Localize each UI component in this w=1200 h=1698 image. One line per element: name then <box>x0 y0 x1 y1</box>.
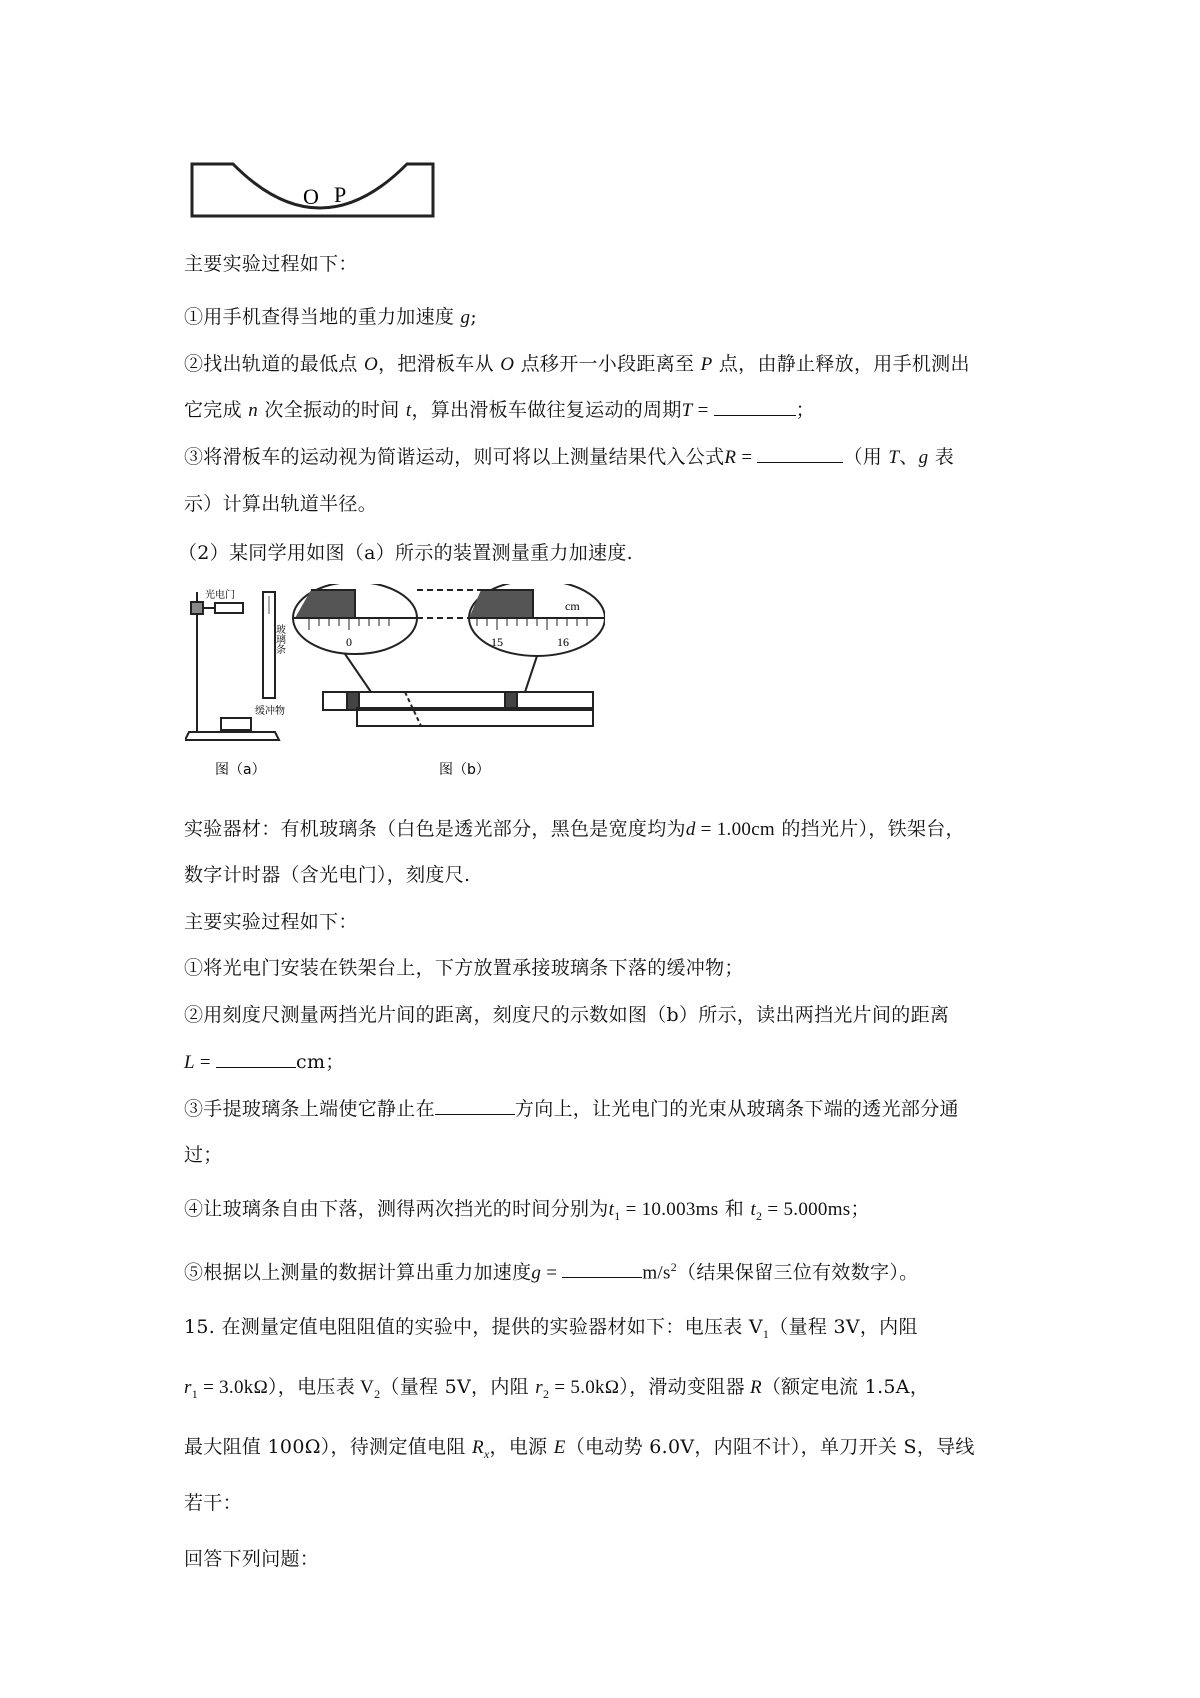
sub-1: 1 <box>191 1386 199 1401</box>
text: 最大阻值 100Ω），待测定值电阻 <box>184 1436 472 1458</box>
text: cm； <box>296 1051 345 1073</box>
figure-a <box>185 592 279 740</box>
text: ，电源 <box>489 1436 554 1458</box>
text: ③手提玻璃条上端使它静止在 <box>184 1098 435 1120</box>
sub-1: 1 <box>762 1326 770 1341</box>
text: ⑤根据以上测量的数据计算出重力加速度 <box>184 1261 532 1284</box>
section2-step2-line1: ②用刻度尺测量两挡光片间的距离，刻度尺的示数如图（b）所示，读出两挡光片间的距离 <box>184 1004 950 1026</box>
ruler-ticks-left <box>309 618 389 630</box>
text: 它完成 <box>184 399 249 421</box>
part2-intro: （2）某同学用如图（a）所示的装置测量重力加速度. <box>178 542 633 564</box>
text: 次全振动的时间 <box>258 399 406 421</box>
text: 的挡光片），铁架台， <box>775 818 965 840</box>
value-t2: = 5.000ms <box>762 1199 851 1220</box>
text: （额定电流 1.5A， <box>761 1376 930 1398</box>
text: （电动势 6.0V，内阻不计），单刀开关 S，导线 <box>565 1436 975 1458</box>
text: ，算出滑板车做往复运动的周期 <box>411 399 682 421</box>
var-t1: t <box>608 1199 615 1220</box>
text: ； <box>850 1198 870 1220</box>
sub-2: 2 <box>374 1386 381 1401</box>
answer-blank-gravity <box>562 1259 642 1278</box>
var-o: O <box>500 354 515 375</box>
text: ； <box>795 399 815 421</box>
section2-step3-line1 <box>184 1096 959 1122</box>
text: ③将滑板车的运动视为简谐运动，则可将以上测量结果代入公式 <box>184 446 725 468</box>
value-t1: = 10.003ms <box>620 1199 719 1220</box>
var-L: L <box>184 1052 195 1073</box>
text: ，把滑板车从 <box>378 353 501 375</box>
answer-blank-radius <box>757 444 843 463</box>
sup-2: 2 <box>670 1260 678 1274</box>
section2-heading: 主要实验过程如下： <box>184 911 358 933</box>
section2-step5 <box>184 1254 918 1286</box>
var-t2: t <box>750 1199 757 1220</box>
text: ①用手机查得当地的重力加速度 <box>184 306 461 328</box>
section1-step2-line2 <box>184 397 815 424</box>
q15-line4: 若干： <box>184 1492 242 1514</box>
section2-step3-line2: 过； <box>184 1144 223 1166</box>
figure-b <box>293 584 605 726</box>
var-Rx: R <box>472 1437 484 1458</box>
text: 点，由静止释放，用手机测出 <box>712 353 970 375</box>
materials-line2: 数字计时器（含光电门），刻度尺. <box>184 864 471 886</box>
text: 实验器材：有机玻璃条（白色是透光部分，黑色是宽度均为 <box>184 818 686 840</box>
section2-step4 <box>184 1196 870 1229</box>
var-R: R <box>724 447 737 468</box>
tick-label-16: 16 <box>557 635 569 649</box>
section1-step1 <box>184 304 477 331</box>
materials-line1 <box>184 816 965 843</box>
text: ④让玻璃条自由下落，测得两次挡光的时间分别为 <box>184 1198 609 1220</box>
text: ; <box>470 306 478 328</box>
track-label-p: P <box>334 182 347 207</box>
caption-b: 图（b） <box>439 762 490 778</box>
text: （用 <box>843 446 889 468</box>
text: 表 <box>928 446 955 468</box>
equals: = <box>541 1262 563 1284</box>
var-o: O <box>364 354 379 375</box>
unit-label-cm: cm <box>565 599 580 613</box>
text: 和 <box>718 1198 751 1220</box>
section2-step1: ①将光电门安装在铁架台上，下方放置承接玻璃条下落的缓冲物； <box>184 957 744 979</box>
section2-step2-line2 <box>184 1049 345 1076</box>
var-g: g <box>918 447 929 468</box>
equals: = <box>736 447 758 468</box>
var-p: P <box>700 354 713 375</box>
sub-2: 2 <box>542 1386 550 1401</box>
equals: = <box>692 400 714 421</box>
text: = 3.0kΩ），电压表 V <box>198 1377 375 1398</box>
text: 方向上，让光电门的光束从玻璃条下端的透光部分通 <box>514 1098 959 1120</box>
q15-line3 <box>184 1434 975 1467</box>
var-r1: r <box>184 1377 192 1398</box>
track-label-o: O <box>303 184 319 209</box>
ruler-ticks-right <box>477 618 587 630</box>
var-E: E <box>553 1437 566 1458</box>
caption-a: 图（a） <box>215 762 266 778</box>
section1-heading: 主要实验过程如下： <box>184 253 358 275</box>
var-t: t <box>405 400 412 421</box>
var-r2: r <box>535 1377 543 1398</box>
section1-step3-line2: 示）计算出轨道半径。 <box>184 493 378 515</box>
var-T: T <box>681 400 693 421</box>
var-T: T <box>888 447 900 468</box>
label-buffer: 缓冲物 <box>255 706 285 717</box>
answer-blank-period <box>714 397 796 416</box>
text: （结果保留三位有效数字）。 <box>677 1261 919 1284</box>
track-figure <box>190 162 435 218</box>
text: 点移开一小段距离至 <box>514 353 701 375</box>
var-R: R <box>749 1377 762 1398</box>
answer-blank-length <box>216 1049 296 1068</box>
text: = 5.0kΩ），滑动变阻器 <box>549 1377 750 1398</box>
sub-x: x <box>483 1446 490 1461</box>
q15-line1 <box>184 1314 918 1347</box>
label-glass: 玻璃条 <box>273 624 285 654</box>
sub-1: 1 <box>614 1208 621 1223</box>
var-g: g <box>531 1262 542 1284</box>
text: 15. 在测量定值电阻阻值的实验中，提供的实验器材如下：电压表 V <box>184 1316 763 1338</box>
text: （量程 5V，内阻 <box>380 1376 536 1398</box>
answer-blank-direction <box>435 1096 515 1115</box>
equals: = <box>194 1052 216 1073</box>
var-d: d <box>685 819 696 840</box>
label-gate: 光电门 <box>205 590 235 601</box>
text: ②找出轨道的最低点 <box>184 353 365 375</box>
section1-step3-line1 <box>184 444 954 471</box>
apparatus-figure <box>185 584 605 780</box>
var-g: g <box>460 307 471 328</box>
tick-label-0: 0 <box>346 635 352 649</box>
tick-label-15: 15 <box>491 635 503 649</box>
text: （量程 3V，内阻 <box>769 1316 918 1338</box>
value-d: = 1.00cm <box>695 819 776 840</box>
unit: m/s <box>642 1262 671 1284</box>
section1-step2-line1 <box>184 351 970 378</box>
q15-line5: 回答下列问题： <box>184 1548 320 1570</box>
var-n: n <box>248 400 259 421</box>
text: 、 <box>899 446 919 468</box>
q15-line2 <box>184 1374 929 1407</box>
sub-2: 2 <box>756 1208 763 1223</box>
